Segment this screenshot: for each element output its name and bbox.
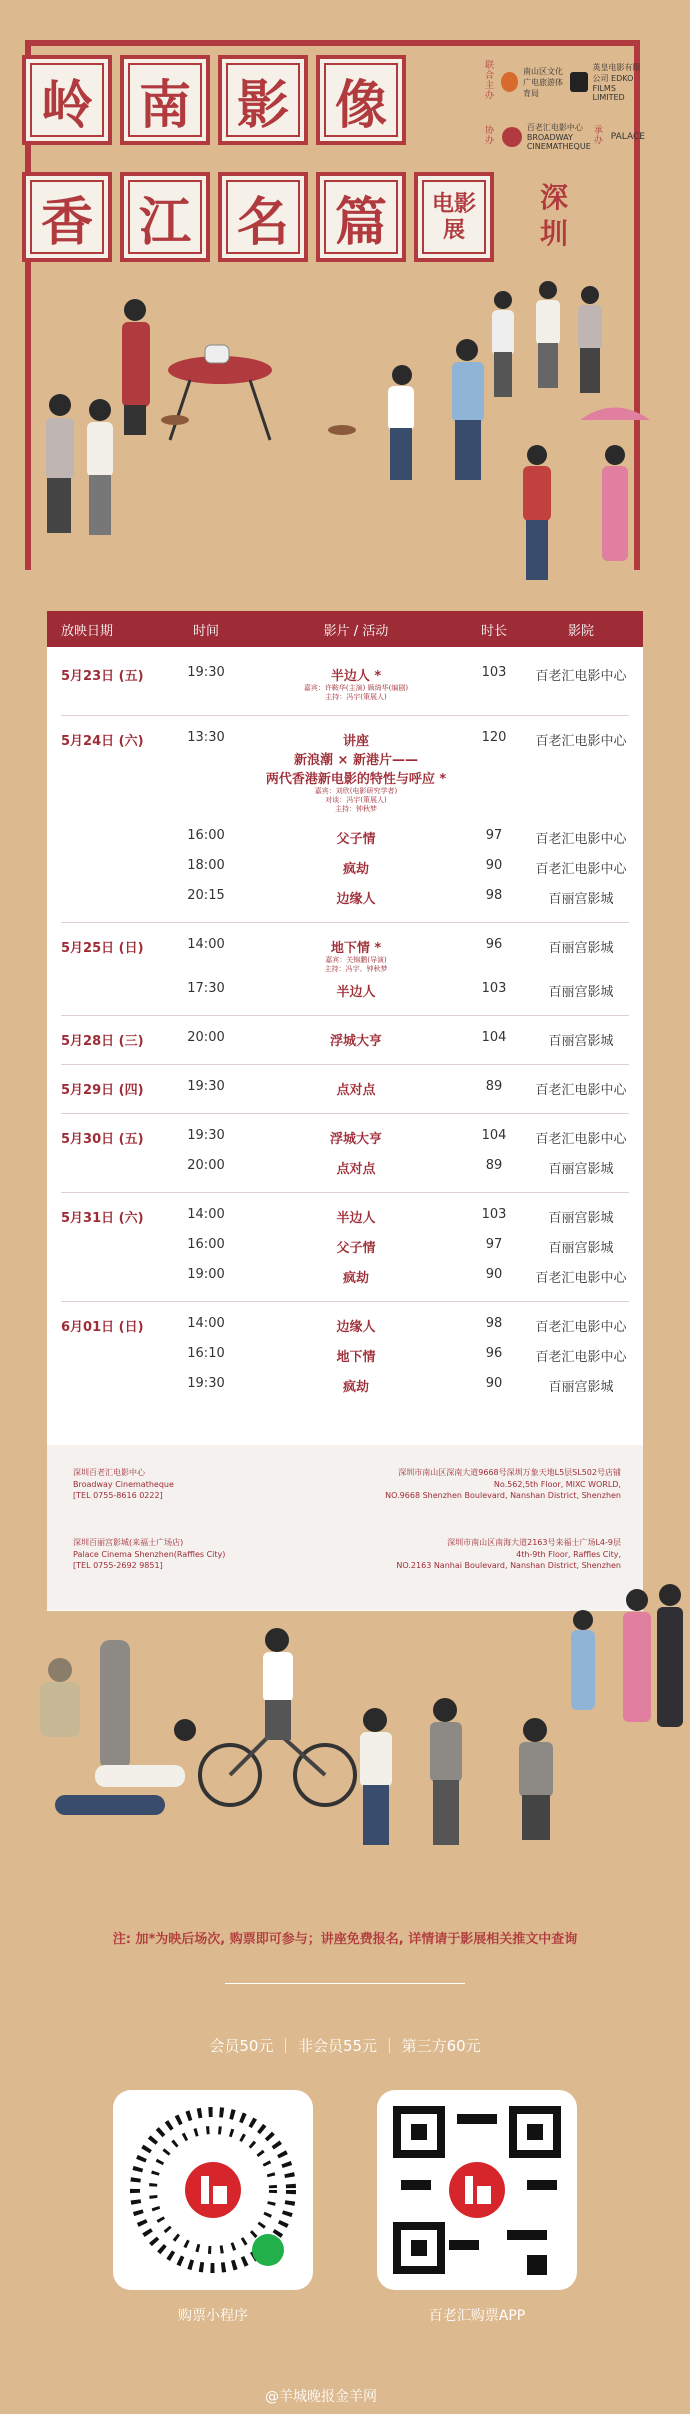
edko-logo-icon [570,72,588,92]
umbrella-icon [580,408,650,421]
cell-time: 14:00 [187,1316,225,1331]
cell-duration: 104 [481,1128,507,1143]
cell-time: 19:00 [187,1267,225,1282]
table-row [47,981,643,1015]
cell-venue: 百老汇电影中心 [535,1320,627,1335]
cell-time: 19:30 [187,1079,225,1094]
cell-venue: 百丽宫影城 [548,1034,614,1049]
cell-film: 浮城大亨 [329,1132,382,1147]
cell-film: 半边人 [336,985,376,1000]
cell-date [47,1346,169,1376]
film-note: 主持：冯宇、钟秋梦 [324,965,388,974]
palace-logo-text: PALACE [610,131,645,142]
cell-duration: 90 [485,1267,503,1282]
header-duration: 时长 [480,623,507,639]
cell-venue: 百老汇电影中心 [535,669,627,684]
title-char: 岭 [22,55,112,145]
cell-duration: 89 [485,1079,503,1094]
cell-date [47,1237,169,1267]
city-char: 圳 [540,217,569,251]
title-char: 香 [22,172,112,262]
table-row [47,1016,643,1064]
cell-film: 边缘人 [336,1320,376,1335]
cell-date: 5月30日 (五) [61,1132,144,1147]
cell-date: 5月23日 (五) [61,669,144,684]
table-row [47,888,643,922]
film-note: 嘉宾：刘欣(电影研究学者) [314,787,398,795]
cell-film: 半边人 [336,1211,376,1226]
cell-time: 13:30 [187,730,225,745]
venue-2-address [396,1537,621,1572]
cell-film: 地下情 [336,1350,376,1365]
cell-duration: 103 [481,665,507,680]
film-title-line2: 新浪潮 × 新港片—— [294,753,418,768]
cell-time: 17:30 [187,981,225,996]
title-char: 南 [120,55,210,145]
footnote: 注: 加*为映后场次, 购票即可参与；讲座免费报名, 详情请于影展相关推文中查询 [112,1932,578,1947]
cell-time: 20:00 [187,1030,225,1045]
cell-film: 父子情 [336,1241,376,1256]
ticket-prices: 会员50元 ｜ 非会员55元 ｜ 第三方60元 [209,2037,481,2055]
venue-address-en: NO.2163 Nanhai Boulevard, Nanshan District, Shenzhen [396,1561,621,1571]
street-illustration-top [20,270,670,600]
cell-time: 19:30 [187,1128,225,1143]
cell-time: 19:30 [187,1376,225,1391]
cell-venue: 百老汇电影中心 [535,862,627,877]
cell-venue: 百老汇电影中心 [535,1271,627,1286]
table-row [47,1193,643,1237]
table-row [47,647,643,715]
cell-duration: 90 [485,1376,503,1391]
cell-film: 疯劫 [342,1380,369,1395]
table-row [47,1267,643,1301]
cell-film [243,937,469,981]
cell-venue: 百丽宫影城 [548,941,614,956]
cell-venue: 百丽宫影城 [548,1162,614,1177]
cell-venue: 百丽宫影城 [548,985,614,1000]
logo-row [485,122,645,151]
table-row [47,1346,643,1376]
cell-duration: 97 [485,1237,503,1252]
venue-address-en: NO.9668 Shenzhen Boulevard, Nanshan District, Shenzhen [385,1491,621,1501]
table-row [47,1302,643,1346]
title-tag-line1: 电影 [431,190,476,217]
table-body [47,647,643,1406]
cell-date: 5月28日 (三) [61,1034,144,1049]
cell-time: 14:00 [187,937,225,952]
film-title: 半边人 * [330,669,382,684]
venue-name-en: Broadway Cinematheque [73,1479,174,1489]
cell-venue: 百老汇电影中心 [535,734,627,749]
mini-program-qr-code[interactable] [113,2090,313,2290]
cell-duration: 104 [481,1030,507,1045]
people-illustration-right [388,281,650,580]
table-row [47,1065,643,1113]
table-row [47,1376,643,1406]
film-note: 对谈：冯宇(策展人) [325,796,387,805]
cell-venue: 百丽宫影城 [548,1211,614,1226]
app-label: 百老汇购票APP [428,2308,526,2324]
cell-duration: 98 [485,1316,503,1331]
header-date: 放映日期 [61,623,114,639]
cell-film: 点对点 [336,1162,376,1177]
venue-1-address [385,1467,621,1502]
cell-date: 5月24日 (六) [61,734,144,749]
cell-film: 边缘人 [336,892,376,907]
cell-film: 父子情 [336,832,376,847]
venue-phone: [TEL 0755-8616 0222] [73,1491,163,1501]
cell-duration: 96 [485,1346,503,1361]
title-char: 像 [316,55,406,145]
cell-date: 6月01日 (日) [61,1320,144,1335]
cell-time: 18:00 [187,858,225,873]
people-illustration-bottom-left [40,1640,196,1815]
cell-venue: 百丽宫影城 [548,1380,614,1395]
venue-phone: [TEL 0755-2692 9851] [73,1561,163,1571]
title-char: 江 [120,172,210,262]
cell-film: 点对点 [336,1083,376,1098]
header-time: 时间 [192,623,219,639]
table-row [47,923,643,981]
cell-date: 5月31日 (六) [61,1211,144,1226]
people-illustration-left [46,299,150,535]
city-char: 深 [540,181,569,214]
watermark: @羊城晚报金羊网 [265,2389,377,2405]
cell-time: 19:30 [187,665,225,680]
qr-code-icon [377,2090,577,2290]
film-note: 主持：钟秋梦 [335,805,377,814]
table-illustration [161,345,356,440]
title-row-1 [22,55,406,145]
cell-film: 疯劫 [342,1271,369,1286]
support-label: 承办 [593,125,603,146]
cell-date [47,888,169,922]
cell-duration: 96 [485,937,503,952]
sponsor-logo-text: 百老汇电影中心 BROADWAY CINEMATHEQUE [526,123,591,151]
venue-name: 深圳百丽宫影城(来福士广场店) [73,1538,184,1547]
cell-date [47,858,169,888]
table-row [47,1237,643,1267]
sponsor-logo-text: 英皇电影有限公司 EDKO FILMS LIMITED [592,63,641,102]
cell-duration: 97 [485,828,503,843]
film-note: 嘉宾：关锦鹏(导演) [325,956,387,964]
table-row [47,1114,643,1158]
cell-venue: 百丽宫影城 [548,892,614,907]
cell-time: 16:00 [187,1237,225,1252]
cell-date [47,1376,169,1406]
cell-duration: 103 [481,981,507,996]
cell-date [47,981,169,1015]
cell-duration: 103 [481,1207,507,1222]
venue-1-contact [73,1467,174,1502]
cell-date: 5月25日 (日) [61,941,144,956]
table-row [47,1158,643,1192]
cell-time: 16:10 [187,1346,225,1361]
people-illustration-bottom-right [360,1584,683,1845]
film-note: 嘉宾：许鞍华(主演) 顾绮华(编剧) [303,684,409,692]
cell-venue: 百老汇电影中心 [535,1132,627,1147]
cell-film: 浮城大亨 [329,1034,382,1049]
divider-line [225,1983,465,1984]
cell-time: 20:15 [187,888,225,903]
sponsor-logo-text: 南山区文化广电旅游体育局 [523,66,563,98]
film-title-line3: 两代香港新电影的特性与呼应 * [265,772,447,787]
title-char: 名 [218,172,308,262]
cell-venue: 百丽宫影城 [548,1241,614,1256]
mini-program-label: 购票小程序 [178,2308,248,2324]
venue-2-contact [73,1537,225,1572]
venue-address-en: No.562,5th Floor, MIXC WORLD, [493,1479,621,1489]
organizer-label: 联合主办 [485,61,495,101]
cell-date [47,1158,169,1192]
cell-film [243,665,469,715]
cell-film [243,730,469,828]
cell-duration: 90 [485,858,503,873]
table-header [47,611,643,647]
cell-time: 20:00 [187,1158,225,1173]
cell-date: 5月29日 (四) [61,1083,144,1098]
table-row [47,716,643,828]
qr-code-icon [113,2090,313,2290]
broadway-logo-icon [502,127,522,147]
sponsor-logos [485,62,645,171]
cell-time: 14:00 [187,1207,225,1222]
venue-name-en: Palace Cinema Shenzhen(Raffles City) [73,1549,226,1559]
title-char: 篇 [316,172,406,262]
cell-duration: 120 [481,730,507,745]
header-film: 影片 / 活动 [323,623,389,639]
logo-row [485,62,645,102]
cell-duration: 98 [485,888,503,903]
cell-duration: 89 [485,1158,503,1173]
header-venue: 影院 [567,623,594,639]
cell-venue: 百老汇电影中心 [535,832,627,847]
cell-date [47,1267,169,1301]
venue-address: 深圳市南山区深南大道9668号深圳万象天地L5层SL502号店铺 [398,1468,621,1477]
poster-frame-top [25,40,640,46]
cell-venue: 百老汇电影中心 [535,1350,627,1365]
app-qr-code[interactable] [377,2090,577,2290]
table-row [47,828,643,858]
street-illustration-bottom [15,1580,685,1900]
cell-venue: 百老汇电影中心 [535,1083,627,1098]
cell-film: 疯劫 [342,862,369,877]
sponsor-logo-icon [501,72,519,92]
table-row [47,858,643,888]
venue-name: 深圳百老汇电影中心 [73,1468,145,1477]
cell-time: 16:00 [187,828,225,843]
coorganizer-label: 协办 [485,125,495,146]
film-title: 地下情 * [330,941,382,956]
city-label [540,180,568,253]
venue-address: 深圳市南山区南海大道2163号来福士广场L4-9层 [447,1538,621,1547]
title-row-2 [22,172,494,262]
title-tag-line2: 展 [442,217,465,243]
title-char: 影 [218,55,308,145]
bicycle-illustration [200,1628,355,1805]
film-note: 主持：冯宇(策展人) [325,693,387,702]
title-tag [414,172,494,262]
cell-date [47,828,169,858]
film-title: 讲座 [342,734,369,749]
venue-address-en: 4th-9th Floor, Raffles City, [516,1549,621,1559]
